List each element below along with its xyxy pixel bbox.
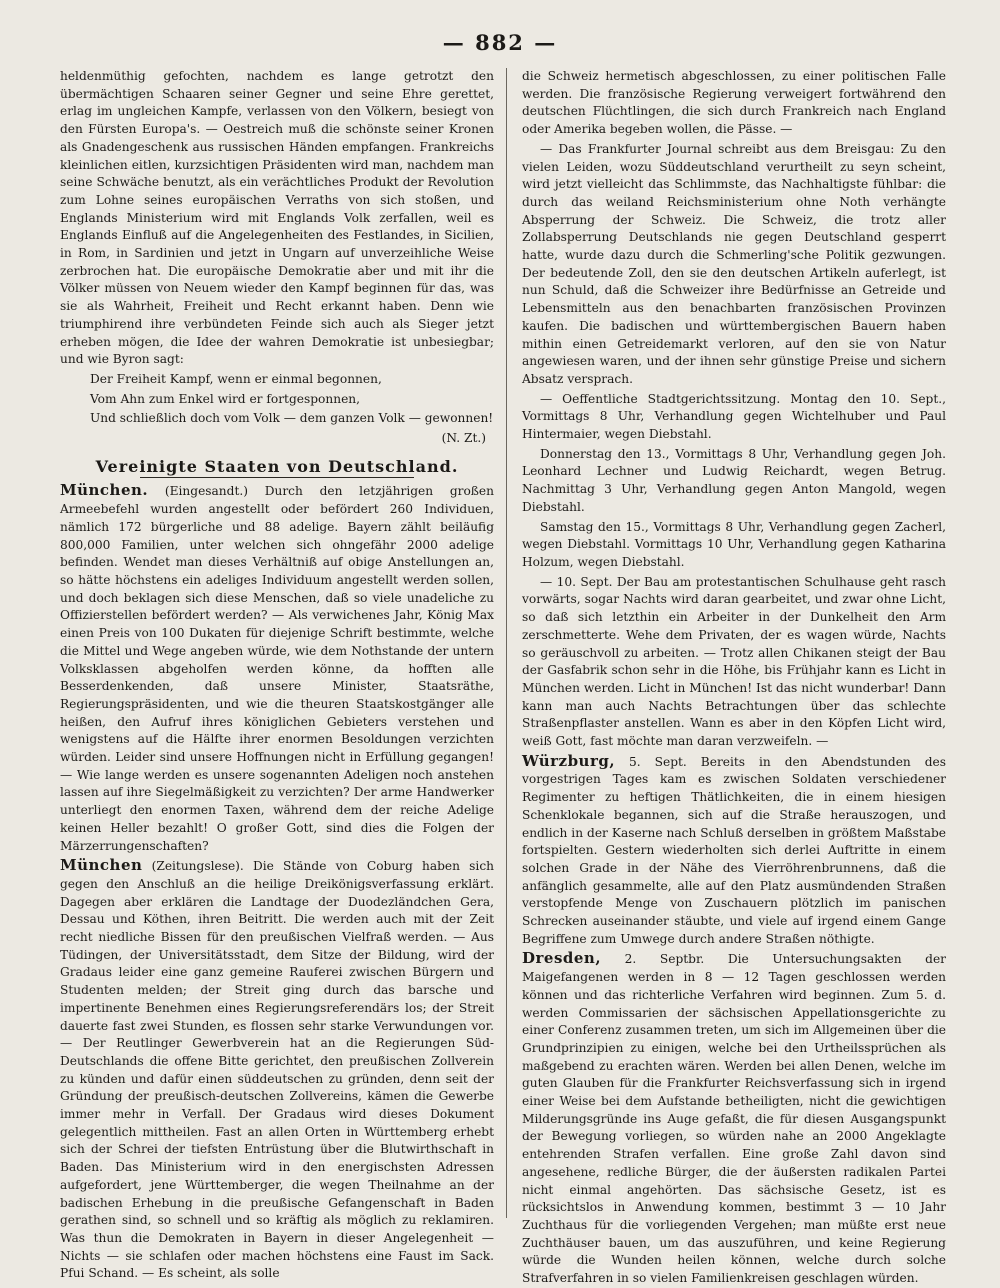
dateline-place: München. bbox=[60, 481, 149, 500]
article-text: (Eingesandt.) Durch den letzjährigen großen Armeebefehl wurden angestellt oder befördert 260 Individuen, nämlich 172 bürgerliche und 88 adelige. Bayern zählt beiläufig 800,000 Familien, unter welchen sich ohngefähr 2000 adelige befinden. Wendet man dieses Verhältniß auf obige Anstellungen an, so hätte höchstens ein adeliges Individuum angestellt werden sollen, und doch beklagen sich diese Menschen, daß so viele unadeliche zu Offizierstellen befördert werden? — Als verwichenes Jahr, König Max einen Preis von 100 Dukaten für diejenige Schrift bestimmte, welche die Mittel und Wege angeben würde, wie dem Nothstande der untern Volksklassen abgeholfen werden könne, da hofften alle Besserdenkenden, daß unsere Minister, Staatsräthe, Regierungspräsidenten, und wie die theuren Staatskostgänger alle heißen, den Aufruf ihres königlichen Gebieters verstehen und wenigstens auf die Hälfte ihrer enormen Besoldungen verzichten würden. Leider sind unsere Hoffnungen nicht in Erfüllung gegangen! — Wie lange werden es unsere sogenannten Adeligen noch anstehen lassen auf ihre Siegelmäßigkeit zu verzichten? Der arme Handwerker unterliegt den enormen Taxen, während dem der reiche Adelige keinen Heller bezahlt! O großer Gott, sind dies die Folgen der Märzerrungenschaften? bbox=[60, 484, 494, 853]
article-text: (Zeitungslese). Die Stände von Coburg haben sich gegen den Anschluß an die heilige Dreikönigsverfassung erklärt. Dagegen aber erklären die Landtage der Duodezländchen Gera, Dessau und Köthen, ihren Beitritt. Die werden auch mit der Zeit recht niedliche Bissen für den preußischen Vielfraß werden. — Aus Tüdingen, der Universitätsstadt, dem Sitze der Bildung, wird der Gradaus leider eine ganz gemeine Rauferei zwischen Bürgern und Studenten melden; der Streit ging durch das barsche und impertinente Benehmen eines Regierungsreferendärs los; der Streit dauerte fast zwei Stunden, es flossen sehr starke Verwundungen vor. — Der Reutlinger Gewerbverein hat an die Regierungen Süd-Deutschlands die offene Bitte gerichtet, den preußischen Zollverein zu künden und dafür einen süddeutschen zu gründen, denn seit der Gründung der preußisch-deutschen Zollvereins, kämen die Gewerbe immer mehr in Verfall. Der Gradaus wird dieses Dokument gelegentlich mittheilen. Fast an allen Orten in Württemberg erhebt sich der Schrei der tiefsten Entrüstung über die Blutwirthschaft in Baden. Das Ministerium wird in den energischsten Adressen aufgefordert, jene Württemberger, die wegen Theilnahme an der badischen Erhebung in die preußische Gefangenschaft in Baden gerathen sind, so schnell und so kräftig als möglich zu reklamiren. Was thun die Demokraten in Bayern in dieser Angelegenheit — Nichts — sie schlafen oder machen höchstens eine Faust im Sack. Pfui Schand. — Es scheint, als solle bbox=[60, 859, 494, 1281]
page-number: — 882 — bbox=[442, 30, 558, 55]
verse-line: Vom Ahn zum Enkel wird er fortgesponnen, bbox=[90, 391, 360, 406]
verse-line: Und schließlich doch vom Volk — dem ganzen Volk — gewonnen! bbox=[90, 411, 494, 426]
column-divider bbox=[506, 68, 507, 1218]
verse-line: Der Freiheit Kampf, wenn er einmal begonnen, bbox=[90, 371, 382, 386]
source-attribution: (N. Zt.) bbox=[441, 431, 486, 446]
article-court-session: — Oeffentliche Stadtgerichtssitzung. Montag den 10. Sept., Vormittags 8 Uhr, Verhandlung gegen Wichtelhuber und Paul Hintermaier, wegen Diebstahl. bbox=[522, 391, 946, 442]
court-session-item: Samstag den 15., Vormittags 8 Uhr, Verhandlung gegen Zacherl, wegen Diebstahl. Vormittags 10 Uhr, Verhandlung gegen Katharina Holzum, wegen Diebstahl. bbox=[522, 519, 946, 569]
article-muenchen-2 bbox=[60, 857, 494, 1283]
article-continuation: heldenmüthig gefochten, nachdem es lange getrotzt den übermächtigen Schaaren seiner Gegner und seine Ehre gerettet, erlag im ungleichen Kampfe, verlassen von den Völkern, besiegt von den Fürsten Europa's. — Oestreich muß die schönste seiner Kronen als Gnadengeschenk aus russischen Händen empfangen. Frankreichs kleinlichen eitlen, kurzsichtigen Präsidenten wird man, nachdem man seine Schwäche benutzt, als ein verächtliches Produkt der Revolution zum Lohne seines europäischen Verraths von sich stoßen, und Englands Ministerium wird mit Englands Volk zerfallen, weil es Englands Einfluß auf die Angelegenheiten des Festlandes, in Sicilien, in Rom, in Sardinien und jetzt in Ungarn auf unverzeihliche Weise zerbrochen hat. Die europäische Demokratie aber und mit ihr die Völker müssen von Neuem wieder den Kampf beginnen für das, was sie als Wahrheit, Freiheit und Recht erkannt haben. Denn wie triumphirend ihre verbündeten Feinde sich auch als Sieger jetzt erheben mögen, die Idee der wahren Demokratie ist unbesiegbar; und wie Byron sagt: bbox=[60, 69, 494, 367]
article-text: 2. Septbr. Die Untersuchungsakten der Maigefangenen werden in 8 — 12 Tagen geschlossen werden können und das richterliche Verfahren wird beginnen. Zum 5. d. werden Commissarien der sächsischen Appellationsgerichte zu einer Conferenz zusammen treten, um sich im Allgemeinen über die Grundprinzipien zu einigen, welche bei den Urtheilssprüchen als maßgebend zu erachten wären. Werden bei allen Denen, welche im guten Glauben für die Frankfurter Reichsverfassung sich in irgend einer Weise bei dem Aufstande betheiligten, nicht die gewichtigen Milderungsgründe ins Auge gefaßt, die für diesen Ausgangspunkt der Bewegung vorliegen, so würden nahe an 2000 Angeklagte entehrenden Strafen verfallen. Eine große Zahl davon sind angesehene, redliche Bürger, die der äußersten radikalen Partei nicht einmal angehörten. Das sächsische Gesetz, ist es rücksichtslos in Anwendung kommen, bestimmt 3 — 10 Jahr Zuchthaus für die vorliegenden Vergehen; man müßte erst neue Zuchthäuser bauen, um das auszuführen, und keine Regierung würde die Wunden heilen können, welche durch solche Strafverfahren in so vielen Familienkreisen geschlagen würden. bbox=[522, 952, 946, 1286]
article-muenchen-1 bbox=[60, 482, 494, 855]
article-dresden bbox=[522, 950, 946, 1287]
article-schoolhouse: — 10. Sept. Der Bau am protestantischen Schulhause geht rasch vorwärts, sogar Nachts wird daran gearbeitet, und zwar ohne Licht, so daß sich letzthin ein Arbeiter in der Dunkelheit den Arm zerschmetterte. Wehe dem Privaten, der es wagen würde, Nachts so geräuschvoll zu arbeiten. — Trotz allen Chikanen steigt der Bau der Gasfabrik schon sehr in die Höhe, bis Frühjahr kann es Licht in München werden. Licht in München! Ist das nicht wunderbar! Dann kann man auch Nachts Betrachtungen über das schlechte Straßenpflaster anstellen. Wann es aber in den Köpfen Licht wird, weiß Gott, fast möchte man daran verzweifeln. — bbox=[522, 574, 946, 749]
section-rule bbox=[140, 477, 414, 478]
section-heading: Vereinigte Staaten von Deutschland. bbox=[95, 456, 459, 476]
dateline-place: Würzburg, bbox=[522, 751, 616, 770]
dateline-place: Dresden, bbox=[522, 949, 602, 968]
left-column bbox=[60, 68, 494, 1281]
article-breisgau: — Das Frankfurter Journal schreibt aus dem Breisgau: Zu den vielen Leiden, wozu Süddeutschland verurtheilt zu seyn scheint, wird jetzt vielleicht das Schlimmste, das Nachhaltigste fühlbar: die durch das weiland Reichsministerium ohne Noth verhängte Absperrung der Schweiz. Die Schweiz, die trotz aller Zollabsperrung Deutschlands nie gegen Deutschland gesperrt hatte, wurde dazu durch die Schmerling'sche Politik gezwungen. Der bedeutende Zoll, den sie den deutschen Artikeln auferlegt, ist nun Schuld, daß die Schweizer ihre Bedürfnisse an Getreide und Lebensmitteln aus den benachbarten französischen Provinzen kaufen. Die badischen und württembergischen Bauern haben mithin einen Getreidemarkt verloren, auf den sie von Natur angewiesen waren, und der ihnen sehr günstige Preise und sichern Absatz versprach. bbox=[522, 141, 946, 386]
court-session-item: Donnerstag den 13., Vormittags 8 Uhr, Verhandlung gegen Joh. Leonhard Lechner und Ludwig Reichardt, wegen Betrug. Nachmittag 3 Uhr, Verhandlung gegen Anton Mangold, wegen Diebstahl. bbox=[522, 446, 946, 514]
article-continuation: die Schweiz hermetisch abgeschlossen, zu einer politischen Falle werden. Die französische Regierung verweigert fortwährend den deutschen Flüchtlingen, die sich durch Frankreich nach England oder Amerika begeben wollen, die Pässe. — bbox=[522, 69, 946, 137]
right-column bbox=[522, 68, 946, 1286]
dateline-place: München bbox=[60, 856, 143, 875]
article-text: 5. Sept. Bereits in den Abendstunden des vorgestrigen Tages kam es zwischen Soldaten verschiedener Regimenter zu heftigen Thätlichkeiten, die in einem hiesigen Schenklokale begannen, sich auf die Straße herauszogen, und endlich in der Kaserne nach Schluß derselben in größtem Maßstabe fortspielten. Gestern wiederholten sich derlei Auftritte in einem solchen Grade in der Nähe des Vierröhrenbrunnens, daß die anfänglich gesammelte, alle auf den Platz ausmündenden Straßen verstopfende Menge von Zuschauern plötzlich im panischen Schrecken auseinander stäubte, und viele auf irgend einem Gange Begriffene zum Umwege durch andere Straßen nöthigte. bbox=[522, 754, 946, 946]
article-wuerzburg bbox=[522, 753, 946, 949]
